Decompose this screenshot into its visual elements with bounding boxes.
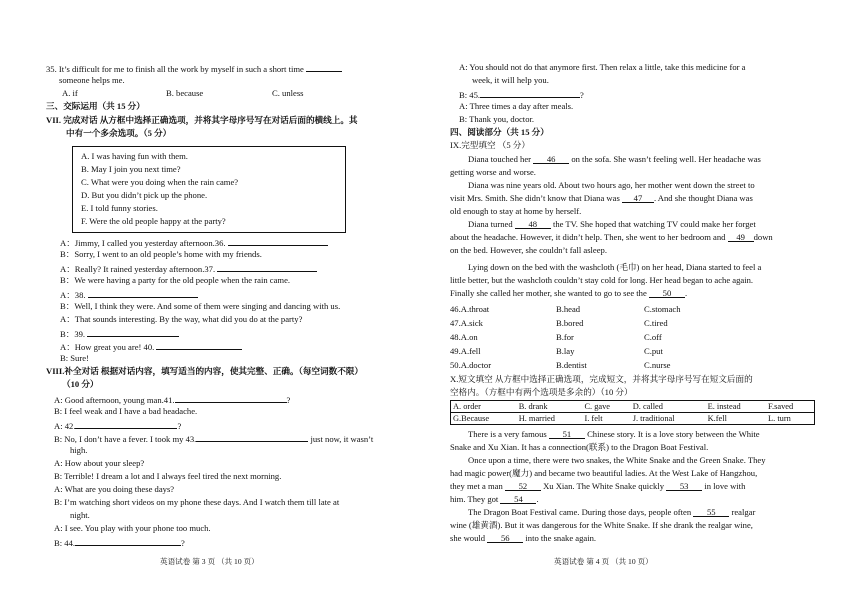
option-46-a: 46.A.throat	[450, 304, 490, 314]
word-option: K.fell	[706, 413, 766, 425]
box-option-c: C. What were you doing when the rain came?	[81, 177, 239, 187]
dialog-line: B: Sure!	[60, 353, 89, 363]
answer-blank[interactable]	[306, 62, 342, 72]
ix-para-1: Diana touched her 46 on the sofa. She wasn’t feeling well. Her headache was	[468, 154, 761, 164]
x-para-2-end: him. They got 54 .	[450, 494, 539, 504]
answer-blank-36[interactable]	[228, 236, 328, 246]
answer-blank-37[interactable]	[217, 262, 317, 272]
option-c: C. unless	[272, 88, 304, 98]
word-option: G.Because	[451, 413, 517, 425]
ix-para-1-cont: getting worse and worse.	[450, 167, 536, 177]
x-title-cont: 空格内。（方框中有两个选项是多余的）（10 分）	[450, 387, 633, 397]
option-46-b: B.head	[556, 304, 581, 314]
option-46-c: C.stomach	[644, 304, 681, 314]
dialog-line: B: I feel weak and I have a bad headache.	[54, 406, 198, 416]
answer-blank-41[interactable]	[175, 393, 287, 403]
dialog-line: B: Thank you, doctor.	[459, 114, 535, 124]
option-50-a: 50.A.doctor	[450, 360, 492, 370]
option-47-a: 47.A.sick	[450, 318, 483, 328]
dialog-line: B: Terrible! I dream a lot and I always feel tired the next morning.	[54, 471, 282, 481]
dialog-line: A: Three times a day after meals.	[459, 101, 574, 111]
ix-para-3-cont: about the headache. However, it didn’t help. Then, she went to her bedroom and 49 down	[450, 232, 773, 242]
dialog-line-41: A: Good afternoon, young man.41. ?	[54, 395, 291, 405]
table-row	[451, 401, 815, 413]
dialog-line: week, it will help you.	[472, 75, 549, 85]
box-option-a: A. I was having fun with them.	[81, 151, 188, 161]
answer-blank-40[interactable]	[156, 340, 242, 350]
dialog-line-38: A：38.	[60, 288, 198, 301]
dialog-line: A: You should not do that anymore first. Then relax a little, take this medicine for a	[459, 62, 746, 72]
page-footer-4: 英语试卷 第 4 页 （共 10 页）	[554, 557, 653, 566]
ix-para-3: Diana turned 48 the TV. She hoped that watching TV could make her forget	[468, 219, 756, 229]
box-option-b: B. May I join you next time?	[81, 164, 181, 174]
option-b: B. because	[166, 88, 204, 98]
option-48-b: B.for	[556, 332, 574, 342]
blank-51[interactable]: 51	[549, 429, 585, 439]
section-4-title: 四、阅读部分（共 15 分）	[450, 127, 549, 137]
ix-para-4-end: Finally she called her mother, she wanted to go to see the 50 .	[450, 288, 688, 298]
answer-blank-45[interactable]	[480, 88, 580, 98]
word-option: E. instead	[706, 401, 766, 413]
ix-para-4-cont: little better, but the washcloth couldn’t stay cold for long. Her head began to ache again.	[450, 275, 754, 285]
viii-title: VIII.补全对话 根据对话内容，填写适当的内容，使其完整、正确。（每空词数不限）	[46, 366, 364, 376]
blank-53[interactable]: 53	[666, 481, 702, 491]
box-option-f: F. Were the old people happy at the party?	[81, 216, 226, 226]
word-option: A. order	[451, 401, 517, 413]
option-50-c: C.nurse	[644, 360, 671, 370]
question-35: 35. It’s difficult for me to finish all the work by myself in such a short time	[46, 62, 342, 75]
blank-48[interactable]: 48	[515, 219, 551, 229]
word-option: D. called	[631, 401, 706, 413]
box-option-e: E. I told funny stories.	[81, 203, 158, 213]
dialog-line: B: I’m watching short videos on my phone these days. And I watch them till late at	[54, 497, 340, 507]
dialog-line-40: A：How great you are! 40.	[60, 340, 242, 353]
dialog-line-43: B: No, I don’t have a fever. I took my 43. just now, it wasn’t	[54, 434, 374, 444]
answer-blank-38[interactable]	[88, 288, 198, 298]
blank-49[interactable]: 49	[728, 232, 754, 242]
blank-55[interactable]: 55	[693, 507, 729, 517]
option-50-b: B.dentist	[556, 360, 587, 370]
vii-title-cont: 中有一个多余选项。（5 分）	[66, 128, 172, 138]
blank-56[interactable]: 56	[487, 533, 523, 543]
blank-54[interactable]: 54	[500, 494, 536, 504]
dialog-line-44: B: 44. ?	[54, 538, 185, 548]
word-option: L. turn	[766, 413, 814, 425]
box-option-d: D. But you didn’t pick up the phone.	[81, 190, 208, 200]
blank-46[interactable]: 46	[533, 154, 569, 164]
dialog-line: A：That sounds interesting. By the way, what did you do at the party?	[60, 314, 303, 324]
option-47-b: B.bored	[556, 318, 584, 328]
dialog-line: B：Well, I think they were. And some of them were singing and dancing with us.	[60, 301, 341, 311]
answer-blank-44[interactable]	[75, 536, 181, 546]
option-49-c: C.put	[644, 346, 663, 356]
x-para-2: Once upon a time, there were two snakes, the White Snake and the Green Snake. They	[468, 455, 766, 465]
dialog-line-42: A: 42. ?	[54, 421, 182, 431]
answer-blank-39[interactable]	[87, 327, 179, 337]
viii-title-cont: （10 分）	[62, 379, 99, 389]
ix-para-2-cont: visit Mrs. Smith. She didn’t know that Diana was 47 . And she thought Diana was	[450, 193, 753, 203]
dialog-line: A: How about your sleep?	[54, 458, 145, 468]
vii-option-box	[72, 146, 346, 233]
x-title: X.短文填空 从方框中选择正确选项，完成短文，并将其字母序号写在短文后面的	[450, 374, 753, 384]
x-word-table	[450, 400, 815, 425]
word-option: H. married	[517, 413, 583, 425]
x-para-2-blanks: they met a man 52 Xu Xian. The White Snake quickly 53 in love with	[450, 481, 746, 491]
option-49-a: 49.A.fell	[450, 346, 481, 356]
section-3-title: 三、交际运用（共 15 分）	[46, 101, 145, 111]
ix-title: IX.完型填空 （5 分）	[450, 140, 530, 150]
x-para-3-end: she would 56 into the snake again.	[450, 533, 597, 543]
option-48-c: C.off	[644, 332, 662, 342]
vii-title: VII. 完成对话 从方框中选择正确选项，并将其字母序号写在对话后面的横线上。其	[46, 115, 358, 125]
blank-50[interactable]: 50	[649, 288, 685, 298]
ix-para-2: Diana was nine years old. About two hours ago, her mother went down the street to	[468, 180, 755, 190]
option-47-c: C.tired	[644, 318, 668, 328]
dialog-line-39: B：39.	[60, 327, 179, 340]
option-48-a: 48.A.on	[450, 332, 478, 342]
dialog-line-36: A：Jimmy, I called you yesterday afternoon.36.	[60, 236, 328, 249]
x-para-1-cont: Snake and Xu Xian. It has a connection(联系) to the Dragon Boat Festival.	[450, 442, 709, 452]
word-option: F.saved	[766, 401, 814, 413]
answer-blank-42[interactable]	[75, 419, 177, 429]
x-para-1: There is a very famous 51 Chinese story. It is a love story between the White	[468, 429, 760, 439]
x-para-3: The Dragon Boat Festival came. During those days, people often 55 realgar	[468, 507, 756, 517]
ix-para-2-end: old enough to stay at home by herself.	[450, 206, 582, 216]
dialog-line: A: What are you doing these days?	[54, 484, 175, 494]
dialog-line: A: I see. You play with your phone too much.	[54, 523, 211, 533]
word-option: C. gave	[582, 401, 630, 413]
dialog-line: night.	[70, 510, 90, 520]
dialog-line: B：Sorry, I went to an old people’s home with my friends.	[60, 249, 262, 259]
dialog-line: high.	[70, 445, 88, 455]
table-row	[451, 413, 815, 425]
question-35-cont: someone helps me.	[59, 75, 125, 85]
ix-para-3-end: on the bed. However, she couldn’t fall asleep.	[450, 245, 607, 255]
x-para-2-cont: had magic power(魔力) and became two beautiful ladies. At the West Lake of Hangzhou,	[450, 468, 758, 478]
page-footer-3: 英语试卷 第 3 页 （共 10 页）	[160, 557, 259, 566]
blank-47[interactable]: 47	[622, 193, 654, 203]
blank-52[interactable]: 52	[505, 481, 541, 491]
word-option: J. traditional	[631, 413, 706, 425]
dialog-line-37: A：Really? It rained yesterday afternoon.37.	[60, 262, 317, 275]
option-49-b: B.lay	[556, 346, 575, 356]
x-para-3-cont: wine (雄黄酒). But it was dangerous for the White Snake. If she drank the realgar wine,	[450, 520, 753, 530]
word-option: B. drank	[517, 401, 583, 413]
option-a: A. if	[62, 88, 78, 98]
ix-para-4: Lying down on the bed with the washcloth (毛巾) on her head, Diana started to feel a	[468, 262, 762, 272]
dialog-line-45: B: 45. ?	[459, 90, 584, 100]
dialog-line: B：We were having a party for the old people when the rain came.	[60, 275, 291, 285]
word-option: I. felt	[582, 413, 630, 425]
answer-blank-43[interactable]	[196, 432, 308, 442]
